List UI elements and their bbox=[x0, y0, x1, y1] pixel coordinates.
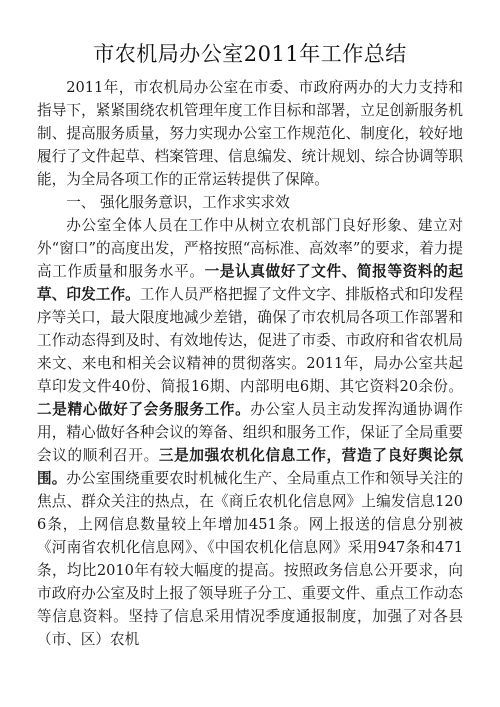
section-paragraph bbox=[37, 214, 463, 651]
document-body bbox=[37, 76, 463, 651]
intro-paragraph: 2011年，市农机局办公室在市委、市政府两办的大力支持和指导下，紧紧围绕农机管理年度工作目标和部署，立足创新服务机制、提高服务质量，努力实现办公室工作规范化、制度化，较好地履行了文件起草、档案管理、信息编发、统计规划、综合协调等职能，为全局各项工作的正常运转提供了保障。 bbox=[37, 79, 463, 188]
bold-highlight: 二是精心做好了会务服务工作。 bbox=[37, 401, 251, 418]
paragraph-text: 办公室全体人员在工作中从树立农机部门良好形象、建立对外“窗口”的高度出发，严格按照“高标准、高效率”的要求，着力提高工作质量和服务水平。 bbox=[37, 217, 463, 280]
paragraph-text: 办公室围绕重要农时机械化生产、全局重点工作和领导关注的焦点、群众关注的热点，在《商丘农机化信息网》上编发信息1206条，上网信息数量较上年增加451条。网上报送的信息分别被《河南省农机化信息网》、《中国农机化信息网》采用947条和471条，均比2010年有较大幅度的提高。按照政务信息公开要求，向市政府办公室及时上报了领导班子分工、重要文件、重点工作动态等信息资料。坚持了信息采用情况季度通报制度，加强了对各县（市、区）农机 bbox=[37, 470, 463, 648]
paragraph-text: 办公室人员主动发挥沟通协调作用，精心做好各种会议的筹备、组织和服务工作，保证了全局重要会议的顺利召开。 bbox=[37, 401, 463, 464]
document-title: 市农机局办公室2011年工作总结 bbox=[93, 42, 407, 66]
section-heading: 一、 强化服务意识，工作求实求效 bbox=[66, 194, 290, 211]
paragraph-text: 工作人员严格把握了文件文字、排版格式和印发程序等关口，最大限度地减少差错，确保了市农机局各项工作部署和工作动态得到及时、有效地传达，促进了市委、市政府和省农机局来文、来电和相关会议精神的贯彻落实。2011年，局办公室共起草印发文件40份、简报16期、内部明电6期、其它资料20余份。 bbox=[37, 286, 463, 395]
bold-highlight: 三是加强农机化信息工作，营造了良好舆论氛围。 bbox=[37, 447, 463, 487]
bold-highlight: 一是认真做好了文件、简报等资料的起草、印发工作。 bbox=[37, 263, 463, 303]
